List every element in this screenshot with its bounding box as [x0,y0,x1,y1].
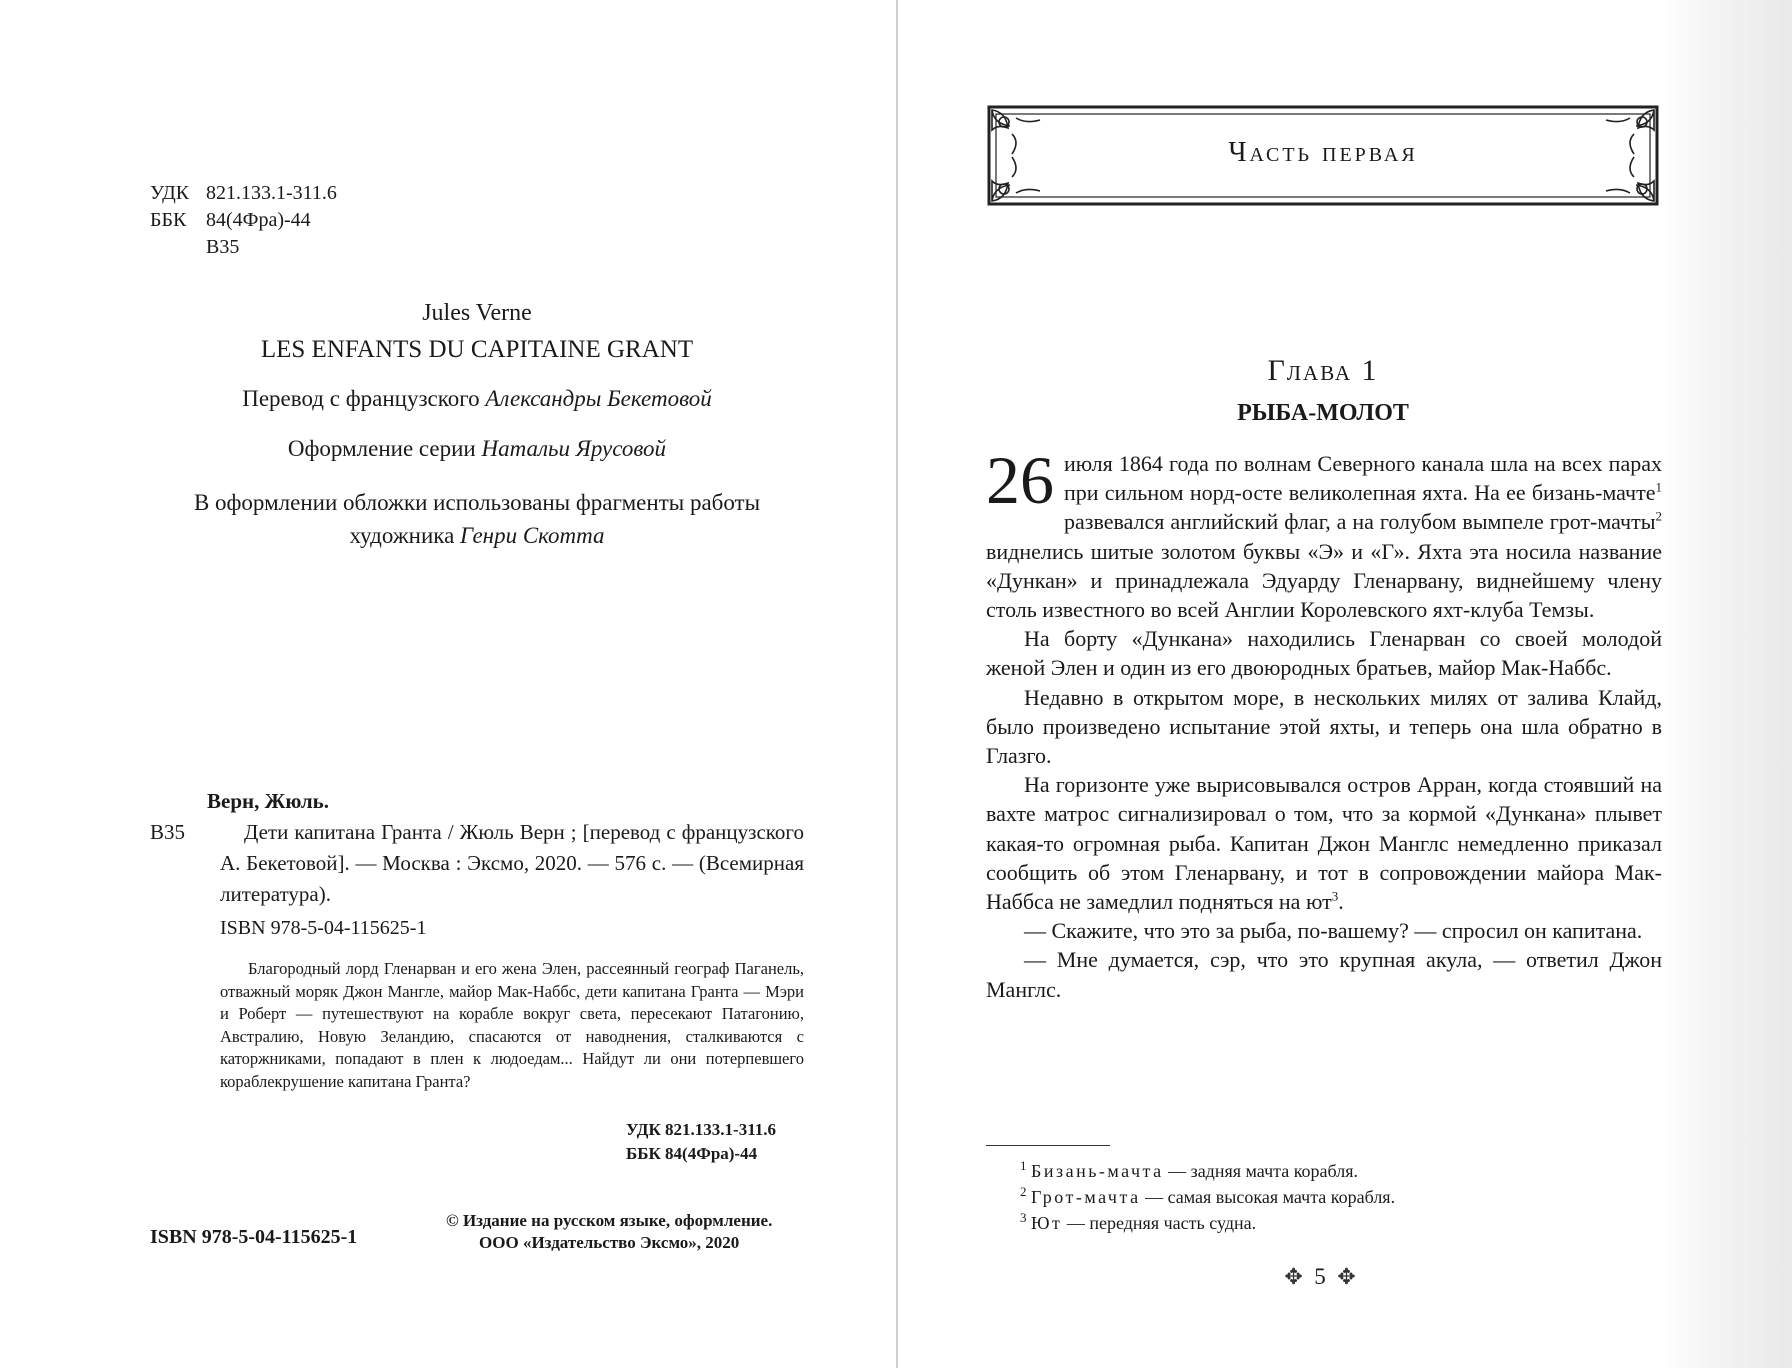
footnote-term: Грот-мачта [1031,1187,1141,1207]
p1-part-a: июля 1864 года по волнам Северного канала шла на всех парах при сильном норд-осте великолепная яхта. На ее бизань-мачте [1064,451,1662,506]
left-ornament-icon: ✥ [1284,1264,1303,1289]
footnote-3 [1020,1210,1395,1236]
cover-credit [150,486,804,552]
classification-codes [150,180,337,261]
chapter-number: Глава 1 [1267,354,1379,387]
footnote-term: Бизань-мачта [1031,1161,1164,1181]
udk-label: УДК [150,182,190,204]
footnote-text: — задняя мачта корабля. [1168,1161,1358,1181]
translation-prefix: Перевод с французского [242,386,480,411]
footnote-number: 3 [1020,1210,1027,1225]
isbn-bottom: ISBN 978-5-04-115625-1 [150,1226,358,1248]
footnote-ref-2[interactable]: 2 [1655,509,1662,525]
cover-note-prefix: В оформлении обложки использованы фрагменты работы художника [193,490,761,548]
series-design-credit [150,436,804,462]
bib-author: Верн, Жюль. [207,789,330,813]
copyright-line-2: ООО «Издательство Эксмо», 2020 [479,1233,740,1252]
series-designer-name: Натальи Ярусовой [481,436,667,461]
footnote-2 [1020,1184,1395,1210]
p1-part-b: развевался английский флаг, а на голубом вымпеле грот-мачты [1064,509,1656,535]
translator-name: Александры Бекетовой [485,386,712,411]
footnote-ref-3[interactable]: 3 [1331,888,1339,904]
paragraph-2: На борту «Дункана» находились Гленарван со своей молодой женой Элен и один из его двоюродных братьев, майор Мак-Наббс. [986,626,1662,681]
right-ornament-icon: ✥ [1337,1264,1356,1289]
chapter-body [986,442,1662,1004]
paragraph-4: На горизонте уже вырисовывался остров Арран, когда стоявший на вахте матрос сигнализировал о том, что за кормой «Дункана» плывет какая-то огромная рыба. Капитан Джон Манглс немедленно приказал сообщить об этом Гленарвану, и тот в сопровождении майора Мак-Наббса не замедлил подняться на $ют^3$. [986,772,1662,915]
bbk-bold: ББК 84(4Фра)-44 [626,1144,758,1163]
footnote-number: 1 [1020,1158,1027,1173]
part-title: Часть первая [1228,137,1418,168]
footnote-text: — передняя часть судна. [1066,1213,1257,1233]
author-sign: В35 [206,236,240,258]
translation-credit [150,386,804,412]
chapter-title: РЫБА-МОЛОТ [1237,400,1409,426]
paragraph-3: Недавно в открытом море, в нескольких милях от залива Клайд, было произведено испытание этой яхты, и теперь она шла обратно в Глазго. [986,684,1662,769]
series-design-prefix: Оформление серии [287,436,476,461]
bib-code: В35 [150,820,186,844]
footnote-text: — самая высокая мачта корабля. [1145,1187,1396,1207]
footnote-1 [1020,1158,1395,1184]
paragraph-1 [986,442,1662,624]
page-number: 5 [1314,1264,1326,1289]
udk-bold: УДК 821.133.1-311.6 [626,1120,777,1139]
p4-text: На горизонте уже вырисовывался остров Арран, когда стоявший на вахте матрос сигнализировал о том, что за кормой «Дункана» плывет какая-то огромная рыба. Капитан Джон Манглс немедленно приказал сообщить об этом Гленарвану, и тот в сопровождении майора Мак-Наббса не замедлил подняться на ют [986,772,1662,915]
page-number-block [1260,1264,1380,1290]
footnote-rule [986,1145,1110,1146]
cover-artist-name: Генри Скотта [460,523,605,548]
footnotes [1020,1158,1395,1236]
bold-classification-codes [626,1118,776,1166]
copyright-line-1: © Издание на русском языке, оформление. [446,1211,773,1230]
bib-description: Дети капитана Гранта / Жюль Верн ; [перевод с французского А. Бекетовой]. — Москва : Эксмо, 2020. — 576 с. — (Всемирная литература). [220,820,804,906]
annotation: Благородный лорд Гленарван и его жена Элен, рассеянный географ Паганель, отважный моряк Джон Мангле, майор Мак-Наббс, дети капитана Гранта — Мэри и Роберт — путешествуют на корабле вокруг света, пересекают Патагонию, Австралию, Новую Зеландию, спасаются от наводнения, сталкиваются с каторжниками, попадают в плен к людоедам... Найдут ли они потерпевшего кораблекрушение капитана Гранта? [220,959,804,1091]
footnote-term: Ют [1031,1213,1063,1233]
copyright [446,1210,772,1254]
bbk-label: ББК [150,209,187,231]
footnote-ref-1[interactable]: 1 [1655,479,1662,495]
drop-cap: 26 [986,442,1054,518]
paragraph-6: — Мне думается, сэр, что это крупная акула, — ответил Джон Манглс. [986,947,1662,1002]
bib-isbn: ISBN 978-5-04-115625-1 [220,917,427,939]
original-title: LES ENFANTS DU CAPITAINE GRANT [260,336,694,363]
p1-part-c: виднелись шитые золотом буквы «Э» и «Г». Яхта эта носила название «Дункан» и принадлежала Эдуарду Гленарвану, виднейшему члену столь известного во всей Англии Королевского яхт-клуба Темзы. [986,538,1662,623]
paragraph-5: — Скажите, что это за рыба, по-вашему? — спросил он капитана. [1024,918,1643,944]
bbk-value: 84(4Фра)-44 [206,209,311,231]
udk-value: 821.133.1-311.6 [206,182,337,204]
footnote-number: 2 [1020,1184,1027,1199]
original-author: Jules Verne [422,300,532,326]
